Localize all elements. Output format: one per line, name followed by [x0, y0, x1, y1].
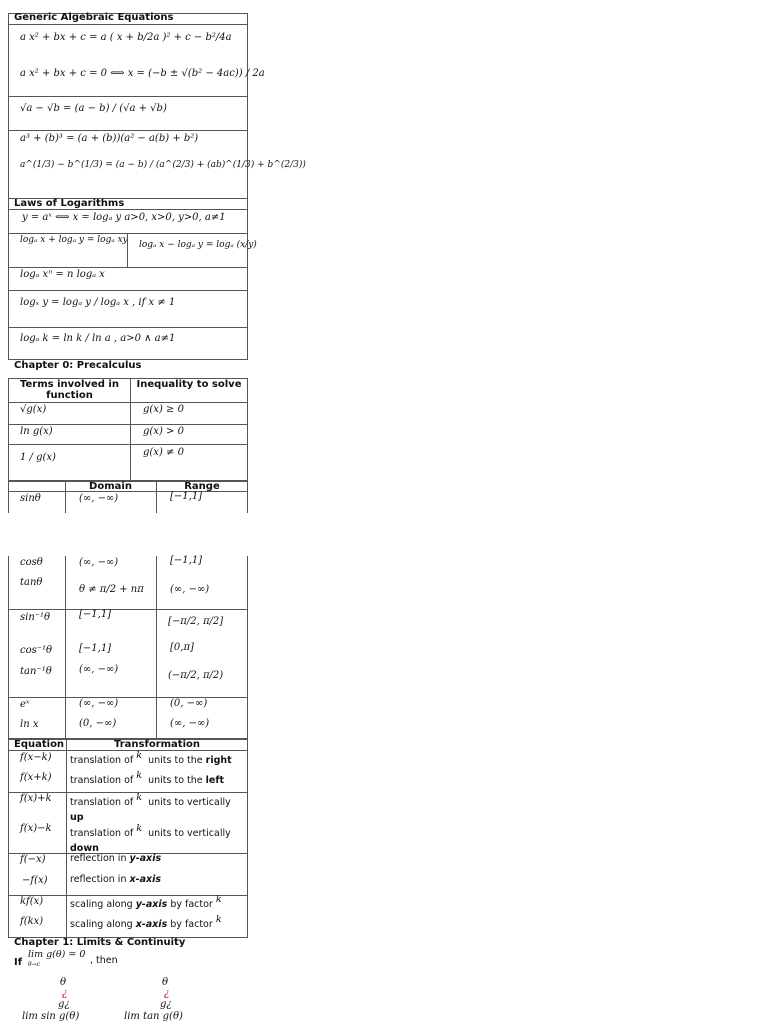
- log-sum-rule: logₐ x + logₐ y = logₐ xy: [20, 235, 128, 245]
- precalc-title: Chapter 0: Precalculus: [14, 360, 142, 371]
- fn-tan: tanθ: [20, 577, 43, 588]
- tr-desc-up: translation of k units to vertically up: [70, 792, 231, 823]
- transform-col-transformation: Transformation: [114, 739, 200, 750]
- precalc-ineq-1: g(x) ≥ 0: [143, 404, 184, 415]
- fn-arctan: tan⁻¹θ: [20, 666, 52, 677]
- tr-desc-scale-y: scaling along y-axis by factor k: [70, 894, 222, 910]
- range-ln: (∞, −∞): [170, 718, 210, 729]
- tr-eq-scale-x: f(kx): [20, 916, 44, 927]
- tr-eq-reflect-x: −f(x): [22, 875, 48, 886]
- tr-eq-left: f(x+k): [20, 772, 52, 783]
- lim-sin-gq: g¿: [58, 999, 70, 1010]
- precalc-term-2: ln g(x): [20, 426, 53, 437]
- limits-condition: lim g(θ) = 0: [28, 949, 86, 960]
- range-arccos: [0,π]: [170, 642, 194, 653]
- eq-complete-square: a x² + bx + c = a ( x + b/2a )² + c − b²/4a: [20, 32, 232, 43]
- tr-desc-scale-x: scaling along x-axis by factor k: [70, 914, 222, 930]
- domain-cos: (∞, −∞): [79, 557, 119, 568]
- range-cos: [−1,1]: [170, 555, 203, 566]
- range-sin: [−1,1]: [170, 491, 203, 502]
- lim-sin-expr: lim sin g(θ): [22, 1011, 80, 1022]
- eq-quadratic-formula: a x² + bx + c = 0 ⟺ x = (−b ± √(b² − 4ac)) / 2a: [20, 68, 265, 79]
- fn-arcsin: sin⁻¹θ: [20, 612, 51, 623]
- fn-arccos: cos⁻¹θ: [20, 645, 53, 656]
- fn-sin: sinθ: [20, 493, 41, 504]
- transform-col-equation: Equation: [14, 739, 65, 750]
- lim-tan-theta: θ: [162, 977, 169, 988]
- precalc-col-inequality: Inequality to solve: [136, 379, 242, 390]
- precalc-ineq-2: g(x) > 0: [143, 426, 184, 437]
- range-arcsin: [−π/2, π/2]: [168, 616, 224, 627]
- log-power-rule: logₐ xⁿ = n logₐ x: [20, 269, 105, 280]
- fn-ln: ln x: [20, 719, 39, 730]
- lim-tan-gq: g¿: [160, 999, 172, 1010]
- log-change-base: logₓ y = logₐ y / logₐ x , if x ≠ 1: [20, 297, 176, 308]
- domain-tan: θ ≠ π/2 + nπ: [79, 584, 144, 595]
- precalc-term-3: 1 / g(x): [20, 452, 56, 463]
- domain-sin: (∞, −∞): [79, 493, 119, 504]
- domain-arctan: (∞, −∞): [79, 664, 119, 675]
- tr-eq-right: f(x−k): [20, 752, 52, 763]
- domain-col-domain: Domain: [89, 481, 132, 492]
- lim-tan-expr: lim tan g(θ): [124, 1011, 183, 1022]
- logs-title: Laws of Logarithms: [14, 198, 125, 209]
- log-ln-rule: logₐ k = ln k / ln a , a>0 ∧ a≠1: [20, 333, 176, 344]
- domain-arccos: [−1,1]: [79, 643, 112, 654]
- precalc-col-terms: Terms involved in function: [20, 379, 119, 401]
- lim-sin-theta: θ: [60, 977, 67, 988]
- tr-desc-reflect-x: reflection in x-axis: [70, 874, 162, 885]
- tr-eq-up: f(x)+k: [20, 793, 52, 804]
- algebra-title: Generic Algebraic Equations: [14, 12, 174, 23]
- eq-root-difference: √a − √b = (a − b) / (√a + √b): [20, 103, 167, 114]
- eq-sum-cubes: a³ + (b)³ = (a + (b))(a² − a(b) + b²): [20, 133, 199, 144]
- log-difference-rule: logₐ x − logₐ y = logₐ (x/y): [139, 240, 257, 250]
- log-definition: y = aˣ ⟺ x = logₐ y a>0, x>0, y>0, a≠1: [22, 212, 226, 223]
- tr-desc-reflect-y: reflection in y-axis: [70, 853, 162, 864]
- fn-exp: eˣ: [20, 699, 30, 710]
- limits-if: If: [14, 957, 23, 968]
- tr-desc-left: translation of k units to the left: [70, 770, 225, 786]
- lim-tan-q: ¿: [164, 988, 170, 999]
- limits-title: Chapter 1: Limits & Continuity: [14, 937, 186, 948]
- precalc-ineq-3: g(x) ≠ 0: [143, 447, 184, 458]
- limits-then: , then: [90, 955, 118, 966]
- domain-arcsin: [−1,1]: [79, 609, 112, 620]
- domain-exp: (∞, −∞): [79, 698, 119, 709]
- tr-desc-down: translation of k units to vertically down: [70, 823, 231, 854]
- range-tan: (∞, −∞): [170, 584, 210, 595]
- range-arctan: (−π/2, π/2): [168, 670, 224, 681]
- tr-eq-down: f(x)−k: [20, 823, 52, 834]
- tr-desc-right: translation of k units to the right: [70, 750, 232, 766]
- tr-eq-scale-y: kf(x): [20, 896, 44, 907]
- range-exp: (0, −∞): [170, 698, 208, 709]
- fn-cos: cosθ: [20, 557, 43, 568]
- tr-eq-reflect-y: f(−x): [20, 854, 46, 865]
- precalc-term-1: √g(x): [20, 404, 47, 415]
- domain-ln: (0, −∞): [79, 718, 117, 729]
- limits-condition-sub: θ→c: [28, 961, 40, 968]
- lim-sin-q: ¿: [62, 988, 68, 999]
- eq-cube-root-difference: a^(1/3) − b^(1/3) = (a − b) / (a^(2/3) + (ab)^(1/3) + b^(2/3)): [20, 160, 306, 170]
- domain-col-range: Range: [184, 481, 220, 492]
